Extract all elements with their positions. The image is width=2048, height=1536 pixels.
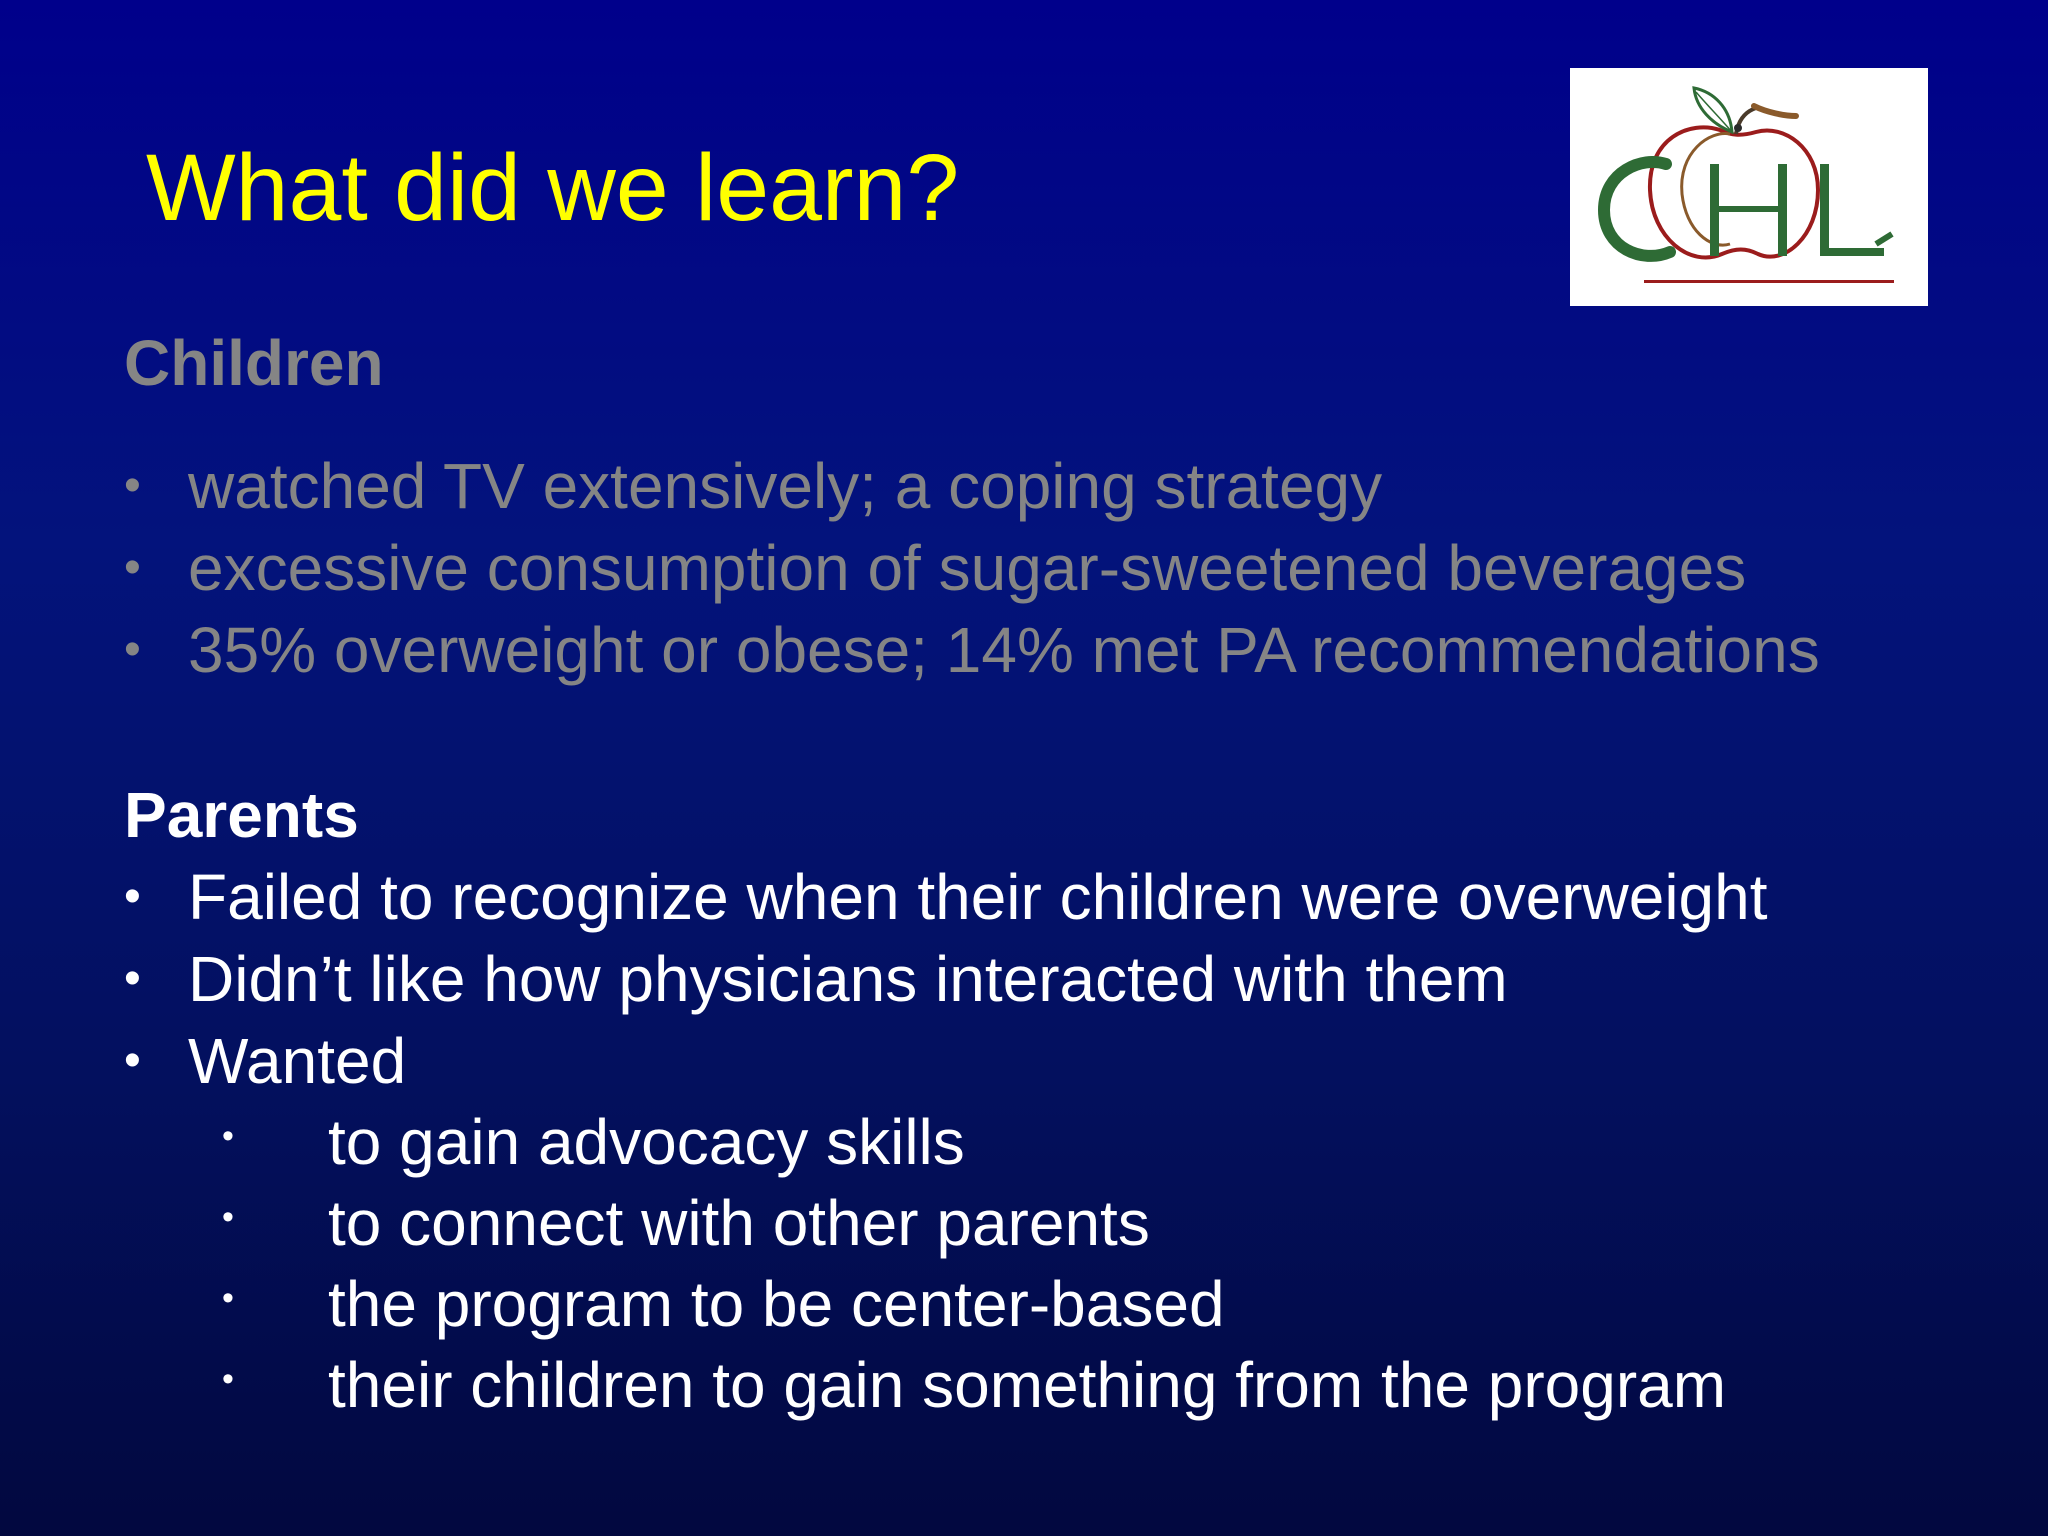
- children-heading: Children: [124, 327, 384, 399]
- sub-list-item-text: their children to gain something from the program: [328, 1349, 1727, 1421]
- chl-logo: [1570, 68, 1928, 306]
- sub-list-item-text: to gain advocacy skills: [328, 1106, 965, 1178]
- bullet-icon: •: [124, 623, 141, 676]
- bullet-icon: •: [222, 1198, 234, 1236]
- sub-list-item: [222, 1102, 1726, 1183]
- wanted-sub-list: [222, 1102, 1726, 1426]
- list-item: [124, 609, 1820, 691]
- slide-title: What did we learn?: [146, 135, 960, 241]
- bullet-icon: •: [124, 459, 141, 512]
- list-item: [124, 445, 1820, 527]
- list-item-text: Wanted: [188, 1025, 407, 1097]
- parents-list: [124, 856, 1768, 1102]
- bullet-icon: •: [222, 1360, 234, 1398]
- list-item: [124, 527, 1820, 609]
- apple-logo-icon: [1570, 68, 1928, 306]
- bullet-icon: •: [222, 1279, 234, 1317]
- list-item-text: watched TV extensively; a coping strategy: [188, 450, 1383, 522]
- sub-list-item: [222, 1264, 1726, 1345]
- list-item: [124, 1020, 1768, 1102]
- list-item: [124, 856, 1768, 938]
- sub-list-item: [222, 1345, 1726, 1426]
- bullet-icon: •: [222, 1117, 234, 1155]
- bullet-icon: •: [124, 1034, 141, 1087]
- bullet-icon: •: [124, 952, 141, 1005]
- list-item-text: Didn’t like how physicians interacted with them: [188, 943, 1508, 1015]
- bullet-icon: •: [124, 541, 141, 594]
- sub-list-item-text: to connect with other parents: [328, 1187, 1150, 1259]
- children-list: [124, 445, 1820, 691]
- list-item-text: Failed to recognize when their children were overweight: [188, 861, 1768, 933]
- sub-list-item: [222, 1183, 1726, 1264]
- parents-heading: Parents: [124, 779, 359, 851]
- sub-list-item-text: the program to be center-based: [328, 1268, 1225, 1340]
- list-item: [124, 938, 1768, 1020]
- list-item-text: excessive consumption of sugar-sweetened beverages: [188, 532, 1747, 604]
- bullet-icon: •: [124, 870, 141, 923]
- list-item-text: 35% overweight or obese; 14% met PA recommendations: [188, 614, 1820, 686]
